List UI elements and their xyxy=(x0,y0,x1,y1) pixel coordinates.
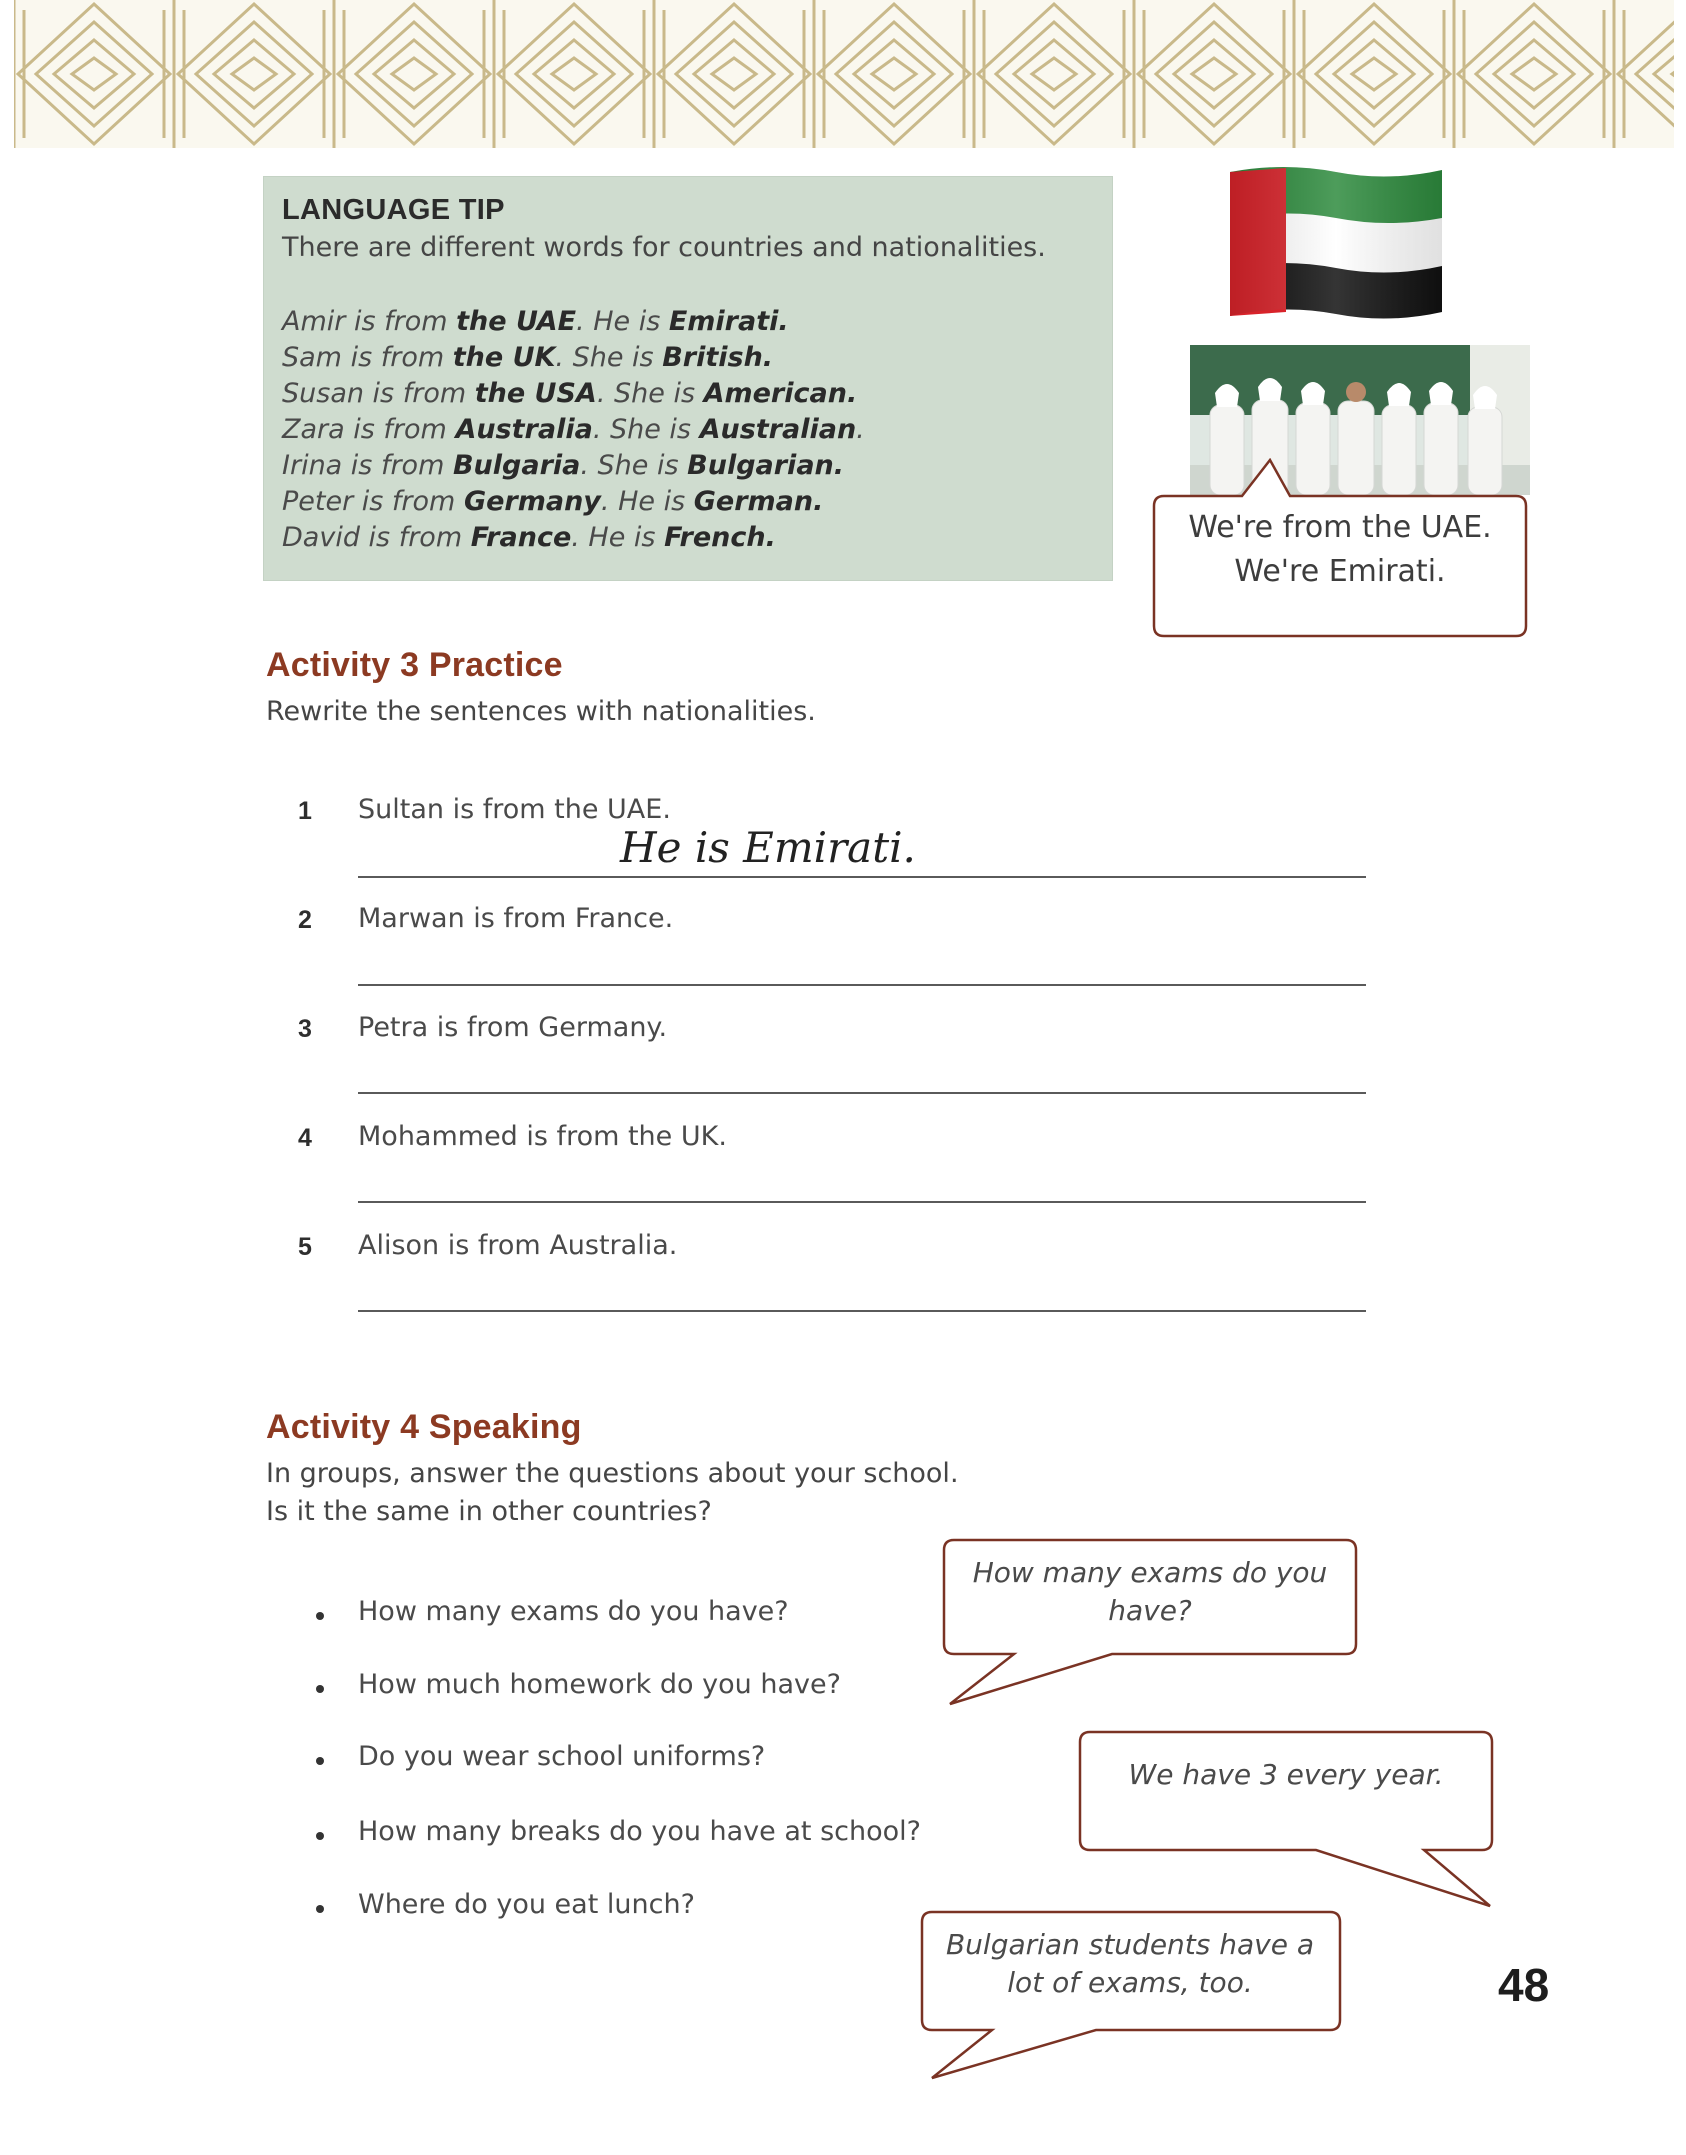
bullet xyxy=(316,1757,324,1765)
answer-line[interactable] xyxy=(358,1092,1366,1094)
activity4-instruction-line1: In groups, answer the questions about your school. xyxy=(266,1458,959,1489)
practice-sentence: Marwan is from France. xyxy=(358,903,674,934)
page-number: 48 xyxy=(1498,1959,1550,2011)
question-item: Do you wear school uniforms? xyxy=(358,1741,766,1772)
question-item: Where do you eat lunch? xyxy=(358,1889,695,1920)
speech-bubble-1-text: How many exams do you have? xyxy=(972,1556,1328,1627)
header-pattern xyxy=(14,0,1674,148)
activity4-heading: Activity 4 Speaking xyxy=(266,1408,582,1446)
speech-bubble-3-text: Bulgarian students have a lot of exams, too. xyxy=(945,1928,1315,1999)
callout-line-1: We're from the UAE. xyxy=(1188,510,1492,545)
item-number: 2 xyxy=(298,906,312,934)
answer-line[interactable] xyxy=(358,876,1366,878)
question-item: How many exams do you have? xyxy=(358,1596,789,1627)
tip-example: David is from France. He is French. xyxy=(282,522,776,553)
activity3-instruction: Rewrite the sentences with nationalities. xyxy=(266,696,816,727)
practice-answer[interactable]: He is Emirati. xyxy=(620,823,916,872)
question-item: How many breaks do you have at school? xyxy=(358,1816,921,1847)
tip-example: Sam is from the UK. She is British. xyxy=(282,342,774,373)
language-tip-title: LANGUAGE TIP xyxy=(282,194,505,226)
activity4-instruction-line2: Is it the same in other countries? xyxy=(266,1496,712,1527)
answer-line[interactable] xyxy=(358,1310,1366,1312)
speech-bubble-2-text: We have 3 every year. xyxy=(1128,1758,1444,1791)
practice-sentence: Petra is from Germany. xyxy=(358,1012,668,1043)
tip-example: Peter is from Germany. He is German. xyxy=(282,486,824,517)
bullet xyxy=(316,1905,324,1913)
practice-sentence: Sultan is from the UAE. xyxy=(358,794,671,825)
bullet xyxy=(316,1832,324,1840)
item-number: 5 xyxy=(298,1233,312,1261)
uae-flag-icon xyxy=(1224,162,1448,324)
item-number: 1 xyxy=(298,797,312,825)
answer-line[interactable] xyxy=(358,984,1366,986)
tip-example: Susan is from the USA. She is American. xyxy=(282,378,858,409)
bullet xyxy=(316,1612,324,1620)
activity3-heading: Activity 3 Practice xyxy=(266,646,563,684)
bullet xyxy=(316,1685,324,1693)
answer-line[interactable] xyxy=(358,1201,1366,1203)
item-number: 3 xyxy=(298,1015,312,1043)
language-tip-intro: There are different words for countries and nationalities. xyxy=(282,232,1046,263)
item-number: 4 xyxy=(298,1124,312,1152)
tip-example: Zara is from Australia. She is Australian. xyxy=(282,414,865,445)
tip-example: Amir is from the UAE. He is Emirati. xyxy=(282,306,789,337)
callout-line-2: We're Emirati. xyxy=(1234,554,1446,589)
tip-example: Irina is from Bulgaria. She is Bulgarian. xyxy=(282,450,845,481)
photo-speech-bubble-text xyxy=(1158,506,1522,594)
practice-sentence: Alison is from Australia. xyxy=(358,1230,678,1261)
question-item: How much homework do you have? xyxy=(358,1669,841,1700)
practice-sentence: Mohammed is from the UK. xyxy=(358,1121,727,1152)
